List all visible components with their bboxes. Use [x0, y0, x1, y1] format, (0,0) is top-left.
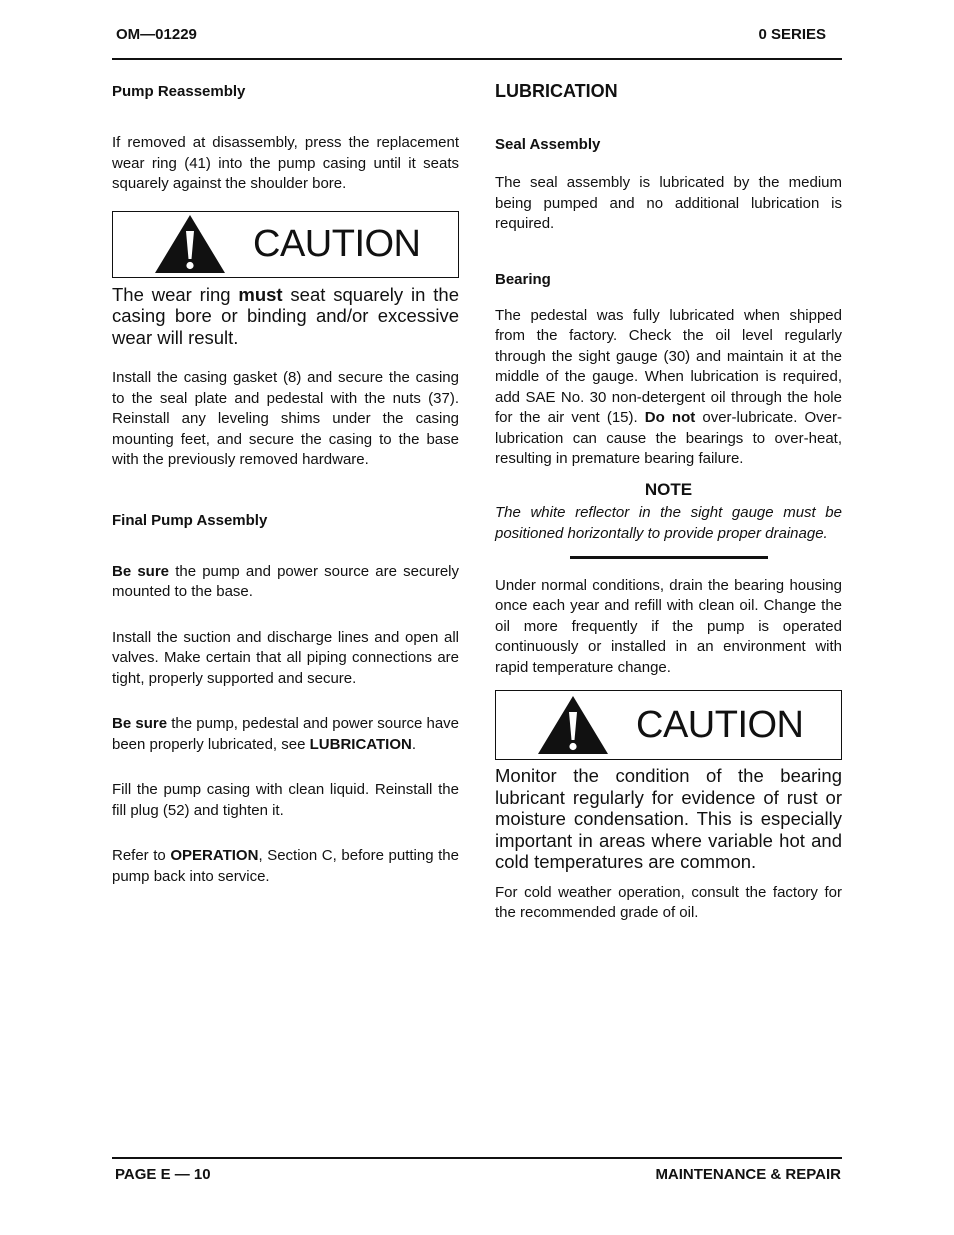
lubrication-heading: LUBRICATION — [495, 81, 618, 101]
text-part: The pedestal was fully lubricated when shipped from the factory. Check the oil level regularly through the sight gauge (30) and maintain it at the middle of the gauge. When lubrication is required, add SAE No. 30 non-detergent oil through the hole for the air vent (15). — [495, 306, 842, 426]
emphasis: Be sure — [112, 562, 170, 580]
text-part: the pump, pedestal and power source have been properly lubricated, see — [112, 715, 459, 753]
text-part: the pump and power source are securely mounted to the base. — [112, 562, 460, 600]
seal-assembly-heading: Seal Assembly — [495, 136, 601, 153]
paragraph — [495, 306, 842, 470]
text-part: , Section C, before putting the pump back into service. — [112, 847, 459, 885]
paragraph — [112, 846, 459, 887]
lubrication-reference: LUBRICATION — [309, 735, 412, 753]
paragraph — [112, 562, 459, 603]
emphasis: Do not — [644, 409, 696, 426]
caution-box — [112, 211, 459, 278]
left-column — [112, 80, 459, 887]
warning-triangle-icon — [536, 694, 610, 756]
pump-reassembly-heading: Pump Reassembly — [112, 83, 246, 100]
caution-emphasis: must — [238, 283, 283, 305]
caution-text-part: The wear ring — [112, 283, 239, 305]
header-rule — [112, 58, 842, 60]
paragraph: Under normal conditions, drain the bearing housing once each year and refill with clean oil. Change the oil more frequently if the pump is operated continuously or installed in an environment with rapid temperature change. — [495, 576, 842, 676]
footer-rule — [112, 1157, 842, 1159]
paragraph — [112, 714, 459, 755]
note-divider — [570, 556, 768, 559]
section-label: MAINTENANCE & REPAIR — [655, 1166, 841, 1183]
caution-box — [495, 690, 842, 760]
doc-number: OM—01229 — [116, 26, 197, 43]
paragraph: The seal assembly is lubricated by the medium being pumped and no additional lubrication is required. — [495, 174, 842, 232]
text-part: . — [411, 735, 417, 753]
caution-text: Monitor the condition of the bearing lubricant regularly for evidence of rust or moisture condensation. This is especially important in areas where variable hot and cold temperatures are common. — [495, 765, 842, 872]
paragraph: For cold weather operation, consult the factory for the recommended grade of oil. — [495, 883, 842, 921]
caution-label: CAUTION — [636, 703, 804, 746]
emphasis: Be sure — [112, 715, 168, 732]
caution-label: CAUTION — [253, 222, 421, 265]
bearing-heading: Bearing — [495, 270, 551, 288]
caution-text — [112, 284, 459, 349]
right-column — [495, 80, 842, 924]
paragraph: Install the casing gasket (8) and secure the casing to the seal plate and pedestal with the nuts (37). Reinstall any leveling shims under the casing mounting feet, and secure the casing to the base with the previously removed hardware. — [112, 369, 459, 468]
text-part: over-lubricate. Over-lubrication can cause the bearings to over-heat, resulting in premature bearing failure. — [495, 409, 843, 467]
note-text: The white reflector in the sight gauge must be positioned horizontally to provide proper drainage. — [495, 503, 842, 542]
note-heading: NOTE — [644, 479, 693, 499]
operation-reference: OPERATION — [170, 847, 259, 864]
warning-triangle-icon — [153, 213, 227, 275]
paragraph: Install the suction and discharge lines and open all valves. Make certain that all piping connections are tight, properly supported and secure. — [112, 628, 459, 687]
caution-text-part: seat squarely in the casing bore or binding and/or excessive wear will result. — [112, 283, 459, 348]
text-part: Refer to — [112, 847, 171, 864]
paragraph: Fill the pump casing with clean liquid. Reinstall the fill plug (52) and tighten it. — [112, 781, 459, 819]
page-number: PAGE E — 10 — [115, 1166, 211, 1183]
series-label: 0 SERIES — [758, 26, 826, 43]
final-assembly-heading: Final Pump Assembly — [112, 511, 268, 529]
paragraph: If removed at disassembly, press the replacement wear ring (41) into the pump casing until it seats squarely against the shoulder bore. — [112, 134, 459, 192]
